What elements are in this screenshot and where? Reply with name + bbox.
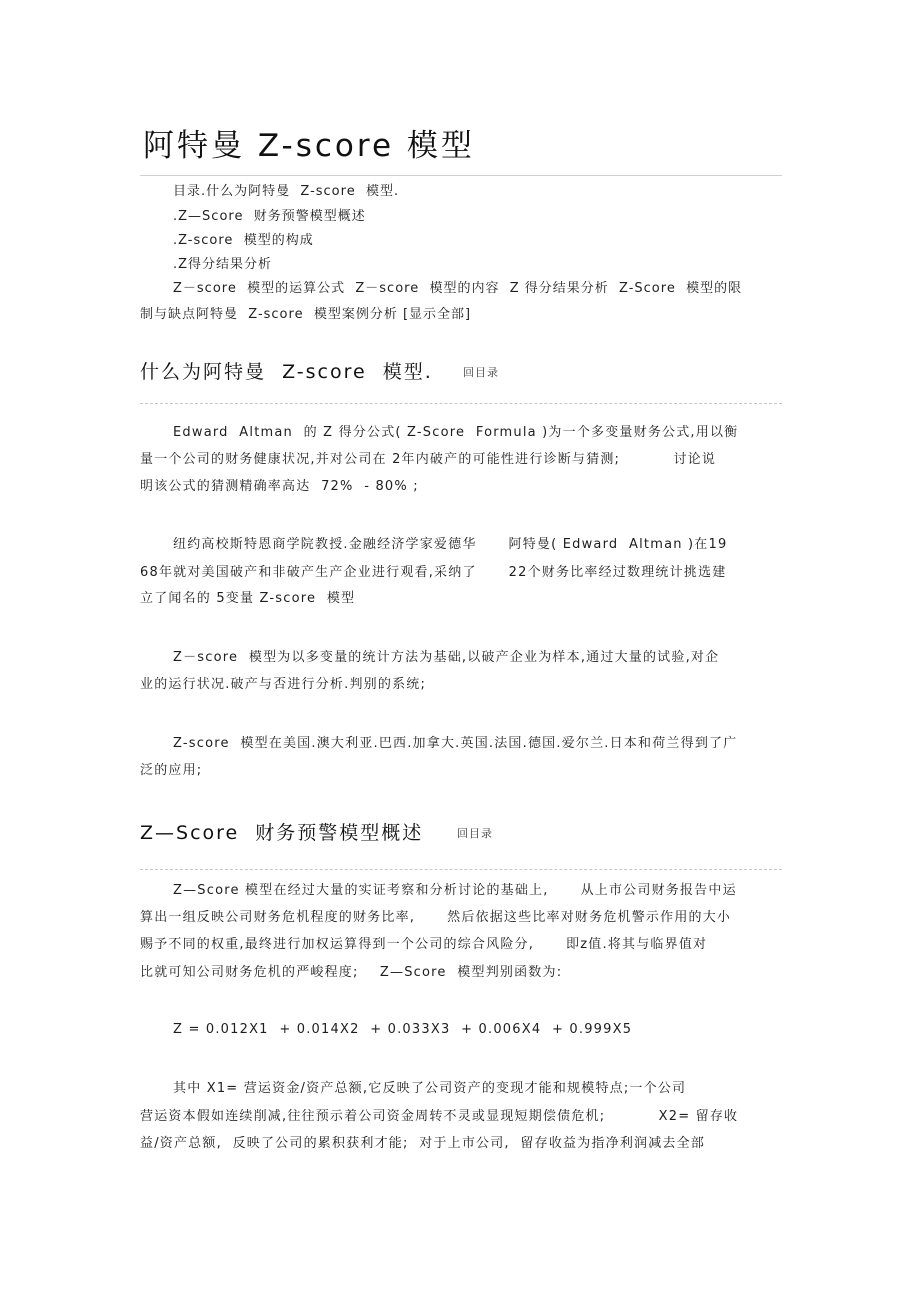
back-to-toc-link[interactable]: 回目录 [457,827,493,840]
section-heading: Z—Score 财务预警模型概述 [140,822,424,844]
toc-line: .Z—Score 财务预警模型概述 [173,209,366,224]
toc-line: 目录.什么为阿特曼 Z-score 模型. [173,184,400,199]
paragraph-line: 量一个公司的财务健康状况,并对公司在 2年内破产的可能性进行诊断与猜测; 讨论说 [140,452,717,467]
paragraph-line: 益/资产总额, 反映了公司的累积获利才能; 对于上市公司, 留存收益为指净利润减去全部 [140,1136,706,1151]
back-to-toc-link[interactable]: 回目录 [463,366,499,379]
paragraph-line: 立了闻名的 5变量 Z-score 模型 [140,591,356,606]
paragraph-line: 泛的应用; [140,763,203,778]
title-divider [140,175,782,176]
section-heading: 什么为阿特曼 Z-score 模型. [140,361,433,383]
paragraph-line: 68年就对美国破产和非破产生产企业进行观看,采纳了 22个财务比率经过数理统计挑选建 [140,565,727,580]
paragraph-line: 营运资本假如连续削减,往往预示着公司资金周转不灵或显现短期偿债危机; X2= 留存收 [140,1109,739,1124]
section-divider [140,403,782,404]
paragraph-line: Edward Altman 的 Z 得分公式( Z-Score Formula )为一个多变量财务公式,用以衡 [173,425,739,440]
paragraph-line: Z-score 模型在美国.澳大利亚.巴西.加拿大.英国.法国.德国.爱尔兰.日本和荷兰得到了广 [173,736,738,751]
paragraph-line: 比就可知公司财务危机的严峻程度; Z—Score 模型判别函数为: [140,965,563,980]
page-title: 阿特曼 Z-score 模型 [143,128,475,164]
paragraph-line: 纽约高校斯特恩商学院教授.金融经济学家爱德华 阿特曼( Edward Altman )在19 [173,537,728,552]
paragraph-line: 算出一组反映公司财务危机程度的财务比率, 然后依据这些比率对财务危机警示作用的大小 [140,910,732,925]
paragraph-line: 赐予不同的权重,最终进行加权运算得到一个公司的综合风险分, 即z值.将其与临界值对 [140,937,708,952]
toc-line: Z－score 模型的运算公式 Z－score 模型的内容 Z 得分结果分析 Z-Score 模型的限 [173,281,743,296]
toc-line: .Z-score 模型的构成 [173,233,314,248]
paragraph-line: 业的运行状况.破产与否进行分析.判别的系统; [140,677,427,692]
paragraph-line: Z—Score 模型在经过大量的实证考察和分析讨论的基础上, 从上市公司财务报告中运 [173,883,737,898]
paragraph-line: Z－score 模型为以多变量的统计方法为基础,以破产企业为样本,通过大量的试验,对企 [173,650,720,665]
paragraph-line: 其中 X1= 营运资金/资产总额,它反映了公司资产的变现才能和规模特点;一个公司 [173,1081,687,1096]
formula: Z = 0.012X1 + 0.014X2 + 0.033X3 + 0.006X4 + 0.999X5 [173,1022,633,1037]
paragraph-line: 明该公式的猜测精确率高达 72% - 80% ; [140,479,419,494]
toc-line: 制与缺点阿特曼 Z-score 模型案例分析 [显示全部] [140,307,472,322]
toc-line: .Z得分结果分析 [173,257,273,272]
section-divider [140,869,782,870]
